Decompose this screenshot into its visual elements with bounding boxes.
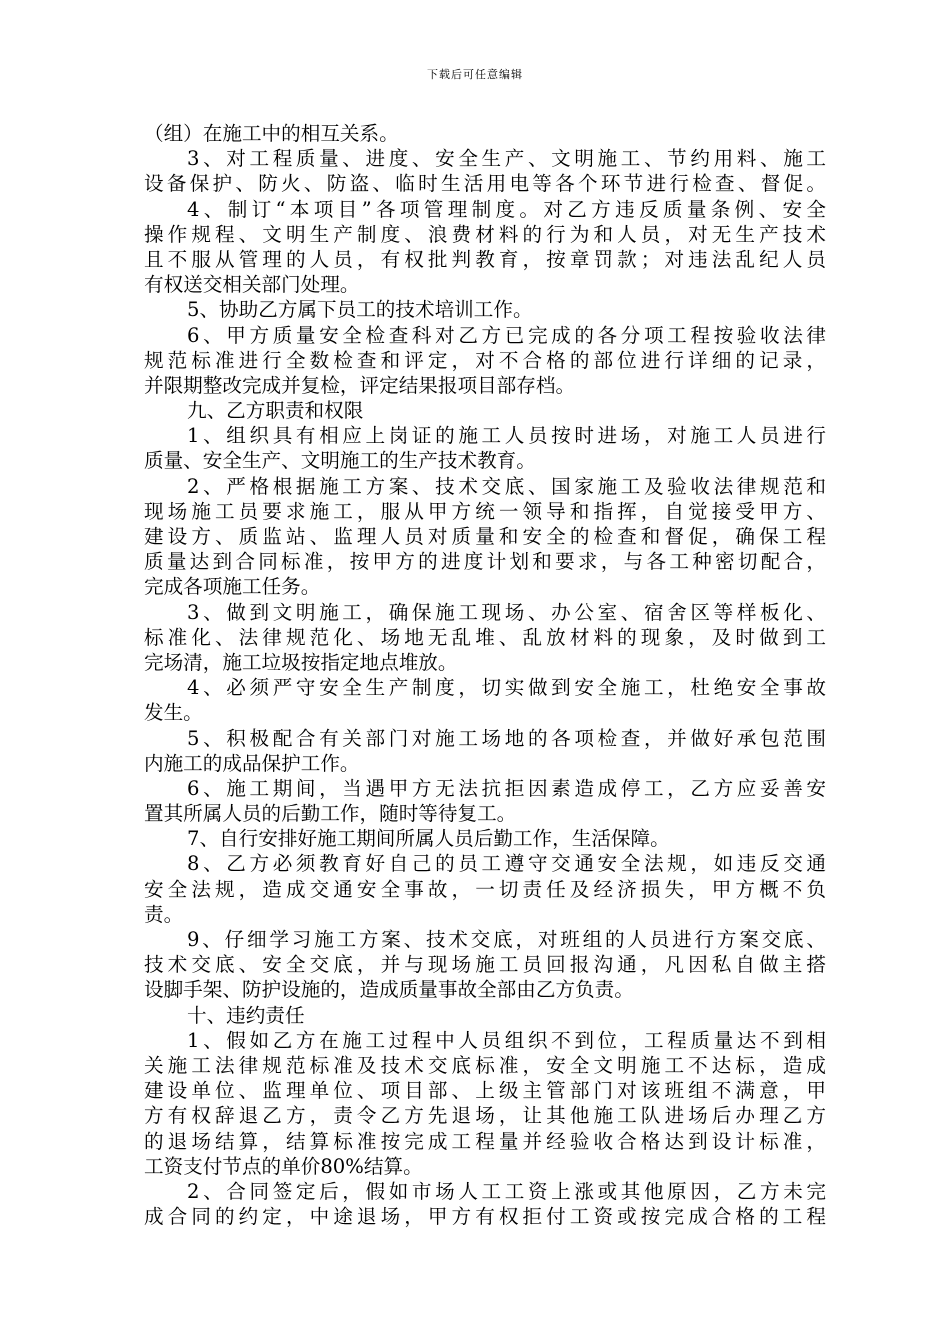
- text-line: 责。: [144, 902, 184, 926]
- text-line: 方有权辞退乙方，责令乙方先退场，让其他施工队进场后办理乙方: [144, 1104, 826, 1128]
- text-line: 2、严格根据施工方案、技术交底、国家施工及验收法律规范和: [187, 474, 826, 498]
- text-line: 2、合同签定后，假如市场人工工资上涨或其他原因，乙方未完: [187, 1179, 826, 1203]
- text-line: 且不服从管理的人员，有权批判教育，按章罚款；对违法乱纪人员: [144, 247, 826, 271]
- text-line: 4、必须严守安全生产制度，切实做到安全施工，杜绝安全事故: [187, 676, 826, 700]
- text-line: 标准化、法律规范化、场地无乱堆、乱放材料的现象，及时做到工: [144, 625, 826, 649]
- text-line: （组）在施工中的相互关系。: [144, 122, 399, 145]
- text-line: 操作规程、文明生产制度、浪费材料的行为和人员，对无生产技术: [144, 222, 826, 246]
- text-line: 3、对工程质量、进度、安全生产、文明施工、节约用料、施工: [187, 147, 826, 171]
- text-line: 3、做到文明施工，确保施工现场、办公室、宿舍区等样板化、: [187, 600, 826, 624]
- text-line: 1、假如乙方在施工过程中人员组织不到位，工程质量达不到相: [187, 1028, 826, 1052]
- text-line: 5、协助乙方属下员工的技术培训工作。: [187, 298, 533, 322]
- text-line: 成合同的约定，中途退场，甲方有权拒付工资或按完成合格的工程: [144, 1205, 826, 1229]
- text-line: 置其所属人员的后勤工作，随时等待复工。: [144, 802, 517, 826]
- text-line: 规范标准进行全数检查和评定，对不合格的部位进行详细的记录，: [144, 348, 826, 372]
- text-line: 完场清，施工垃圾按指定地点堆放。: [144, 650, 458, 674]
- text-line: 并限期整改完成并复检，评定结果报项目部存档。: [144, 373, 576, 397]
- text-line: 1、组织具有相应上岗证的施工人员按时进场，对施工人员进行: [187, 424, 826, 448]
- page-header: 下载后可任意编辑: [427, 68, 523, 81]
- text-line: 9、仔细学习施工方案、技术交底，对班组的人员进行方案交底、: [187, 928, 826, 951]
- text-line: 7、自行安排好施工期间所属人员后勤工作，生活保障。: [187, 827, 670, 851]
- text-line: 4、制订“本项目”各项管理制度。对乙方违反质量条例、安全: [187, 197, 826, 221]
- text-line: 九、乙方职责和权限: [187, 399, 364, 423]
- text-line: 设备保护、防火、防盗、临时生活用电等各个环节进行检查、督促。: [144, 172, 826, 196]
- text-line: 工资支付节点的单价80%结算。: [144, 1154, 423, 1178]
- text-line: 十、违约责任: [187, 1003, 305, 1027]
- text-line: 6、甲方质量安全检查科对乙方已完成的各分项工程按验收法律: [187, 323, 826, 347]
- text-line: 内施工的成品保护工作。: [144, 751, 360, 775]
- text-line: 建设单位、监理单位、项目部、上级主管部门对该班组不满意，甲: [144, 1079, 826, 1103]
- document-body: [144, 121, 826, 1229]
- text-line: 6、施工期间，当遇甲方无法抗拒因素造成停工，乙方应妥善安: [187, 776, 826, 800]
- text-line: 建设方、质监站、监理人员对质量和安全的检查和督促，确保工程: [144, 525, 826, 548]
- text-line: 质量达到合同标准，按甲方的进度计划和要求，与各工种密切配合，: [144, 550, 826, 574]
- text-line: 有权送交相关部门处理。: [144, 273, 360, 297]
- text-line: 的退场结算，结算标准按完成工程量并经验收合格达到设计标准，: [144, 1129, 826, 1153]
- text-line: 设脚手架、防护设施的，造成质量事故全部由乙方负责。: [144, 978, 634, 1002]
- text-line: 现场施工员要求施工，服从甲方统一领导和指挥，自觉接受甲方、: [144, 499, 826, 523]
- text-line: 完成各项施工任务。: [144, 575, 321, 599]
- text-line: 5、积极配合有关部门对施工场地的各项检查，并做好承包范围: [187, 726, 826, 750]
- text-line: 8、乙方必须教育好自己的员工遵守交通安全法规，如违反交通: [187, 852, 826, 876]
- text-line: 质量、安全生产、文明施工的生产技术教育。: [144, 449, 536, 473]
- text-line: 安全法规，造成交通安全事故，一切责任及经济损失，甲方概不负: [144, 877, 826, 901]
- text-line: 技术交底、安全交底，并与现场施工员回报沟通，凡因私自做主搭: [144, 953, 826, 977]
- text-line: 关施工法律规范标准及技术交底标准，安全文明施工不达标，造成: [144, 1053, 826, 1077]
- text-line: 发生。: [144, 701, 203, 725]
